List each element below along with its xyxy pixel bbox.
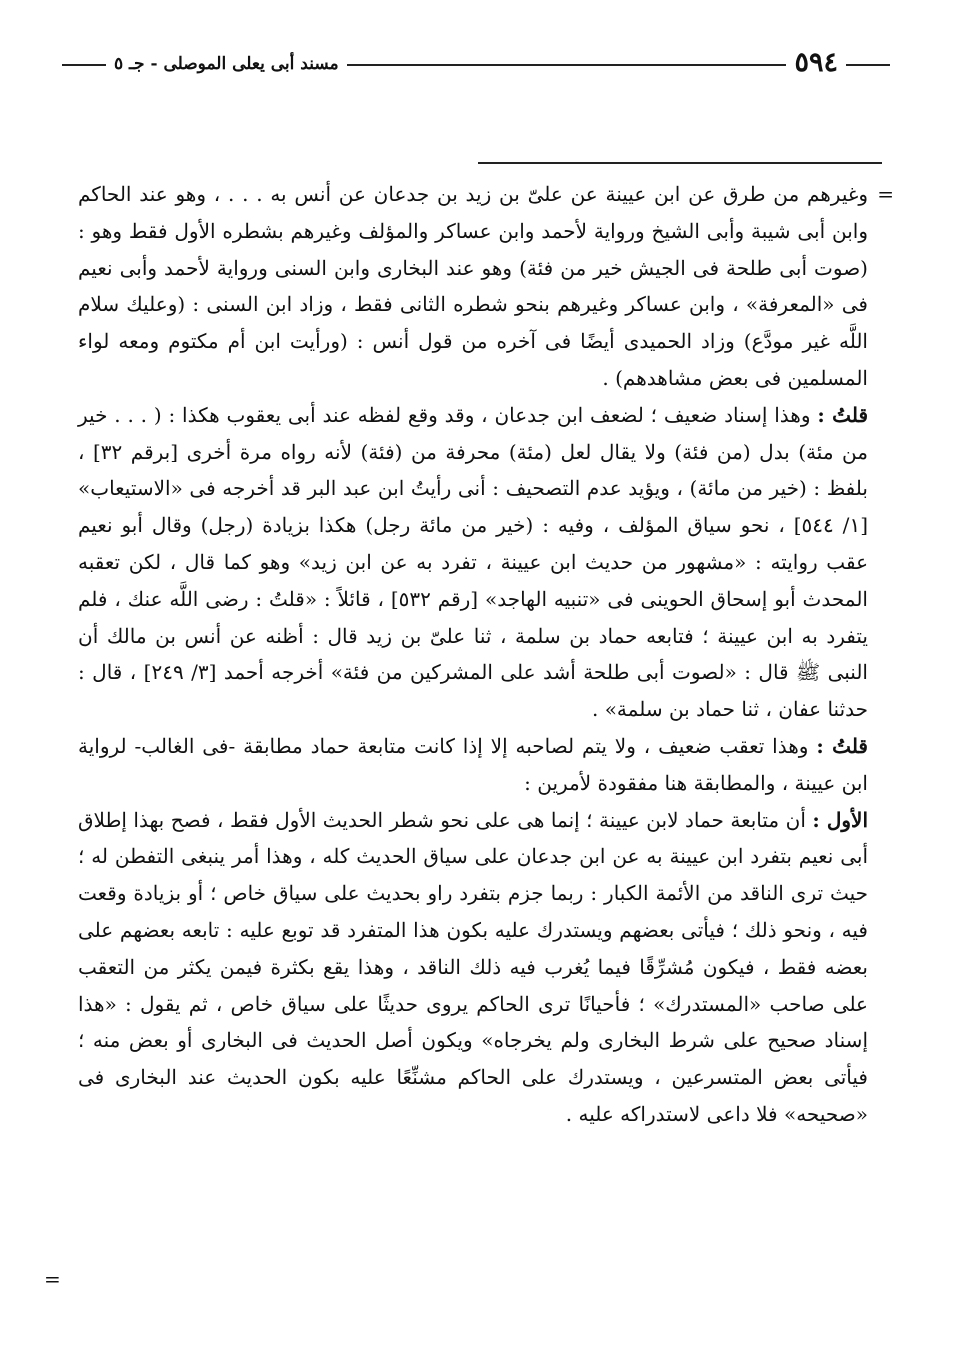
footnote-paragraph-2 <box>78 397 868 728</box>
paragraph-lead: الأول : <box>812 807 869 832</box>
paragraph-lead: قلتُ : <box>817 402 868 427</box>
paragraph-text: وهذا إسناد ضعيف ؛ لضعف ابن جدعان ، وقد وقع لفظه عند أبى يعقوب هكذا : ( . . . خير من مئة) بدل (من فئة) ولا يقال لعل (مئة) محرفة من (فئة) لأنه رواه مرة أخرى [برقم ٣٢] ، بلفظ : (خير من مائة) ، ويؤيد عدم التصحيف : أنى رأيتُ ابن عبد البر قد أخرجه فى «الاستيعاب» [١/ ٥٤٤] ، نحو سياق المؤلف ، وفيه : (خير من مائة رجل) هكذا بزيادة (رجل) وقال أبو نعيم عقب روايته : «مشهور من حديث ابن عيينة ، تفرد به عن ابن زيد» وهو كما قال ، لكن تعقبه المحدث أبو إسحاق الحوينى فى «تنبيه الهاجد» [رقم ٥٣٢] ، قائلاً : «قلتُ : رضى اللَّه عنك ، فلم يتفرد به ابن عيينة ؛ فتابعه حماد بن سلمة ، ثنا علىّ بن زيد قال : أظنه عن أنس بن مالك أن النبى ﷺ قال : «لصوت أبى طلحة أشد على المشركين من فئة» أخرجه أحمد [٣/ ٢٤٩] ، قال : حدثنا عفان ، ثنا حماد بن سلمة» . <box>78 402 868 722</box>
footnote-body <box>78 176 894 1133</box>
footnote-paragraph-4 <box>78 802 868 1133</box>
continuation-mark: = <box>877 182 894 206</box>
page-number: ٥٩٤ <box>786 46 846 80</box>
paragraph-text: أن متابعة حماد لابن عيينة ؛ إنما هى على نحو شطر الحديث الأول فقط ، فصح بهذا إطلاق أبى نعيم بتفرد ابن عيينة به عن ابن جدعان على سياق الحديث كله ، وهذا أمر ينبغى التفطن له ؛ حيث ترى الناقد من الأئمة الكبار : ربما جزم بتفرد راو بحديث على سياق خاص ؛ أو بزيادة وقعت فيه ، ونحو ذلك ؛ فيأتى بعضهم ويستدرك عليه بكون هذا المتفرد قد توبع عليه : تابعه بعضهم على بعضه فقط ، فيكون مُشرِّقًا فيما يُغرب فيه ذلك الناقد ، وهذا يقع بكثرة فيمن يكثر من التعقب على صاحب «المستدرك» ؛ فأحيانًا ترى الحاكم يروى حديثًا على سياق خاص ، ثم يقول : «هذا إسناد صحيح على شرط البخارى ولم يخرجاه» ويكون أصل الحديث فى البخارى أو بعض منه ؛ فيأتى بعض المتسرعين ، ويستدرك على الحاكم مشنِّعًا عليه بكون الحديث عند البخارى فى «صحيحه» فلا داعى لاستدراكه عليه . <box>78 807 869 1126</box>
footnote-separator <box>478 162 882 164</box>
paragraph-lead: قلتُ : <box>816 733 868 758</box>
footnote-paragraph-1: وغيرهم من طرق عن ابن عيينة عن علىّ بن زيد بن جدعان عن أنس به . . . ، وهو عند الحاكم وابن أبى شيبة وأبى الشيخ ورواية لأحمد وابن عساكر والمؤلف وغيرهم بشطره الأول فقط وهو : (صوت أبى طلحة فى الجيش خير من فئة) وهو عند البخارى وابن السنى ورواية لأحمد وأبى نعيم فى «المعرفة» ، وابن عساكر وغيرهم بنحو شطره الثانى فقط ، وزاد ابن السنى : (وعليك سلام اللَّه غير مودَّع) وزاد الحميدى أيضًا فى آخره من قول أنس : (ورأيت ابن أم مكتوم ومعه لواء المسلمين فى بعض مشاهدهم) . <box>78 182 868 390</box>
running-header <box>62 44 890 84</box>
continues-mark: = <box>44 1267 61 1291</box>
book-title: مسند أبى يعلى الموصلى - جـ ٥ <box>106 50 347 78</box>
footnote-paragraph-3 <box>78 728 868 802</box>
paragraph-text: وهذا تعقب ضعيف ، ولا يتم لصاحبه إلا إذا كانت متابعة حماد مطابقة -فى الغالب- لرواية ابن عيينة ، والمطابقة هنا مفقودة لأمرين : <box>78 733 868 795</box>
